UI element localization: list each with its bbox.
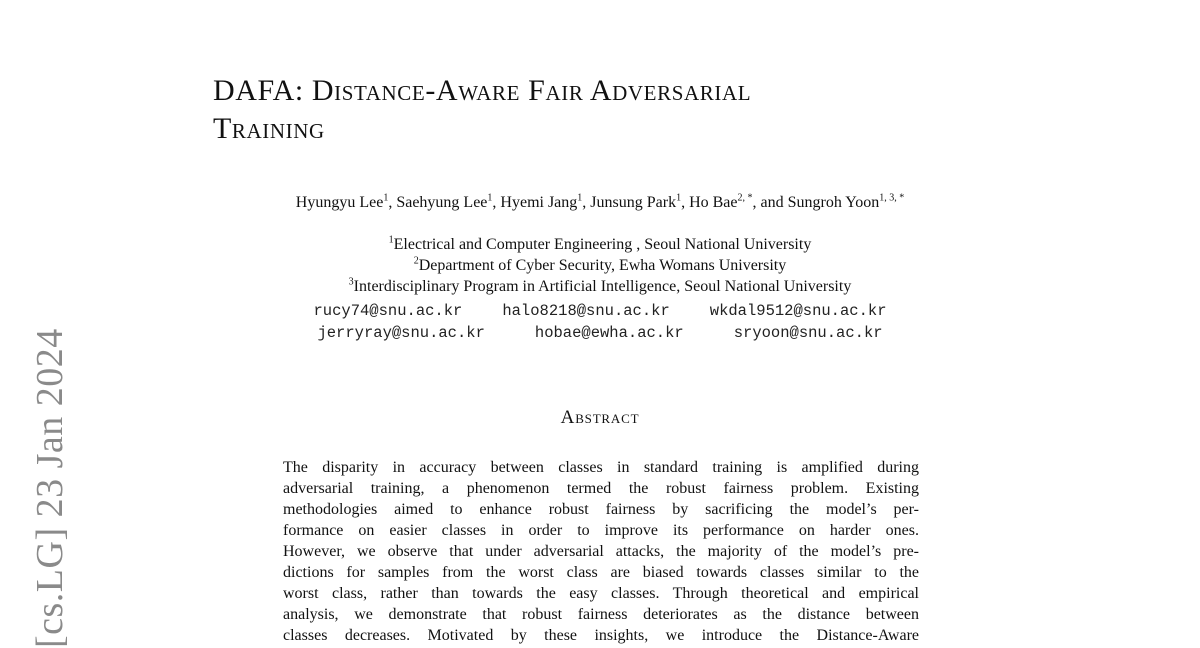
abstract-heading: Abstract xyxy=(560,407,640,428)
author: Saehyung Lee$^1$, xyxy=(396,192,501,211)
abstract-line: However, we observe that under adversarial attacks, the majority of the model’s pre- xyxy=(283,543,919,560)
arxiv-stamp-text: [cs.LG] 23 Jan 2024 xyxy=(29,328,71,648)
author: Junsung Park$^1$, xyxy=(590,192,690,211)
affiliation-list xyxy=(200,234,1000,297)
author: Sungroh Yoon$^{1, 3, *}$ xyxy=(787,192,905,211)
abstract-line: classes decreases. Motivated by these insights, we introduce the Distance-Aware xyxy=(283,627,919,644)
email: wkdal9512@snu.ac.kr xyxy=(709,302,887,320)
affiliation: $^3$Interdisciplinary Program in Artificial Intelligence, Seoul National University xyxy=(348,276,852,295)
title-line-2: Training xyxy=(213,112,325,145)
affiliation: $^1$Electrical and Computer Engineering , Seoul National University xyxy=(388,234,812,253)
title-line-1: DAFA: Distance-Aware Fair Adversarial xyxy=(213,74,752,107)
abstract-line: formance on easier classes in order to improve its performance on harder ones. xyxy=(283,522,919,539)
abstract-line: dictions for samples from the worst class are biased towards classes similar to the xyxy=(283,564,919,581)
author: Hyungyu Lee$^1$, xyxy=(295,192,397,211)
email: jerryray@snu.ac.kr xyxy=(317,324,485,342)
email: hobae@ewha.ac.kr xyxy=(534,324,684,342)
author: Hyemi Jang$^1$, xyxy=(500,192,591,211)
abstract-line: adversarial training, a phenomenon termed the robust fairness problem. Existing xyxy=(283,480,919,497)
email-row xyxy=(200,322,1000,344)
abstract-line: analysis, we demonstrate that robust fairness deteriorates as the distance between xyxy=(283,606,919,623)
abstract-body xyxy=(283,457,919,646)
email-list xyxy=(200,300,1000,344)
email: rucy74@snu.ac.kr xyxy=(313,302,463,320)
affiliation: $^2$Department of Cyber Security, Ewha Womans University xyxy=(413,255,787,274)
email-row xyxy=(200,300,1000,322)
abstract-line: methodologies aimed to enhance robust fairness by sacrificing the model’s per- xyxy=(283,501,919,518)
abstract-line: The disparity in accuracy between classes in standard training is amplified during xyxy=(283,459,919,476)
abstract-line: worst class, rather than towards the easy classes. Through theoretical and empirical xyxy=(283,585,919,602)
author-list xyxy=(160,192,1040,214)
email: halo8218@snu.ac.kr xyxy=(502,302,670,320)
paper-title xyxy=(213,72,973,148)
arxiv-side-stamp xyxy=(28,318,74,648)
email: sryoon@snu.ac.kr xyxy=(733,324,883,342)
author: Ho Bae$^{2, *}$, and xyxy=(689,192,788,211)
